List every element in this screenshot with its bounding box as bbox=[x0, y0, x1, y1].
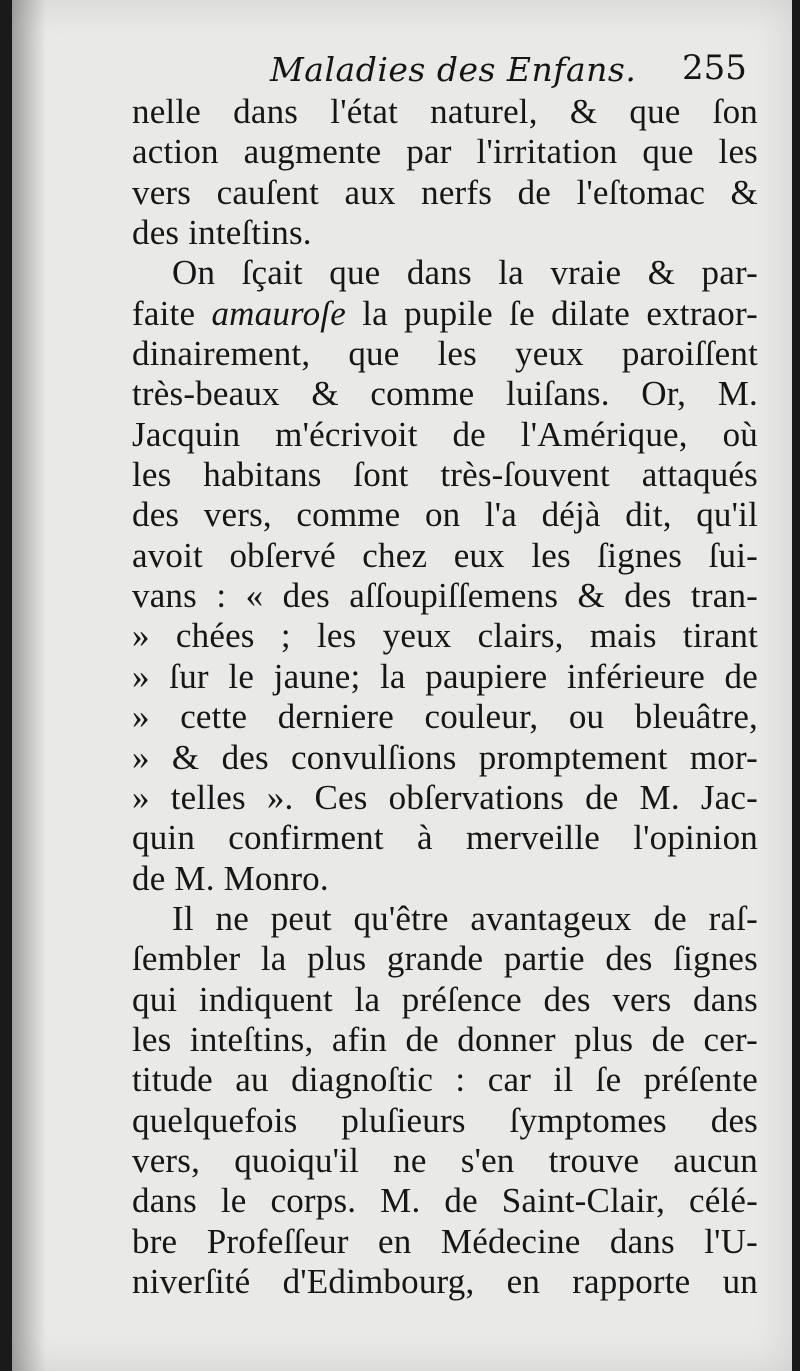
text-line: les habitans ſont très-ſouvent attaqués bbox=[132, 455, 758, 495]
text-line: les inteſtins, afin de donner plus de cer- bbox=[132, 1019, 758, 1059]
text-line: ſembler la plus grande partie des ſignes bbox=[132, 939, 758, 979]
text-line: » & des convulſions promptement mor- bbox=[132, 737, 758, 777]
text-line: vans : « des aſſoupiſſemens & des tran- bbox=[132, 576, 758, 616]
text-line: » chées ; les yeux clairs, mais tirant bbox=[132, 616, 758, 656]
page-number: 255 bbox=[682, 48, 747, 88]
spine-shadow bbox=[12, 0, 46, 1371]
text-line: » cette derniere couleur, ou bleuâtre, bbox=[132, 697, 758, 737]
text-line: vers, quoiqu'il ne s'en trouve aucun bbox=[132, 1140, 758, 1180]
page-header bbox=[12, 42, 792, 98]
text-line: » telles ». Ces obſervations de M. Jac- bbox=[132, 777, 758, 817]
text-line: très-beaux & comme luiſans. Or, M. bbox=[132, 374, 758, 414]
text-line: faite amauroſe la pupile ſe dilate extraor- bbox=[132, 293, 758, 333]
text-line: Jacquin m'écrivoit de l'Amérique, où bbox=[132, 414, 758, 454]
text-line: des inteſtins. bbox=[132, 213, 312, 253]
text-line: titude au diagnoſtic : car il ſe préſente bbox=[132, 1060, 758, 1100]
text-line: qui indiquent la préſence des vers dans bbox=[132, 979, 758, 1019]
text-line: bre Profeſſeur en Médecine dans l'U- bbox=[132, 1221, 758, 1261]
text-line: quin confirment à merveille l'opinion bbox=[132, 818, 758, 858]
text-line: niverſité d'Edimbourg, en rapporte un bbox=[132, 1261, 758, 1301]
text-line: des vers, comme on l'a déjà dit, qu'il bbox=[132, 495, 758, 535]
text-line: nelle dans l'état naturel, & que ſon bbox=[132, 92, 758, 131]
text-line: quelquefois pluſieurs ſymptomes des bbox=[132, 1100, 758, 1140]
text-line: dans le corps. M. de Saint-Clair, célé- bbox=[132, 1181, 758, 1221]
text-line: avoit obſervé chez eux les ſignes ſui- bbox=[132, 535, 758, 575]
text-line: vers cauſent aux nerfs de l'eſtomac & bbox=[132, 172, 758, 212]
text-line: dinairement, que les yeux paroiſſent bbox=[132, 334, 758, 374]
running-title: Maladies des Enfans. bbox=[270, 50, 637, 89]
text-line: action augmente par l'irritation que les bbox=[132, 132, 758, 172]
text-line: » ſur le jaune; la paupiere inférieure de bbox=[132, 656, 758, 696]
text-line: de M. Monro. bbox=[132, 858, 329, 898]
text-line: Il ne peut qu'être avantageux de raſ- bbox=[172, 898, 758, 938]
text-line: On ſçait que dans la vraie & par- bbox=[172, 253, 758, 293]
book-page bbox=[12, 0, 792, 1371]
italic-term: amauroſe bbox=[211, 293, 346, 333]
body-text bbox=[132, 92, 758, 1302]
